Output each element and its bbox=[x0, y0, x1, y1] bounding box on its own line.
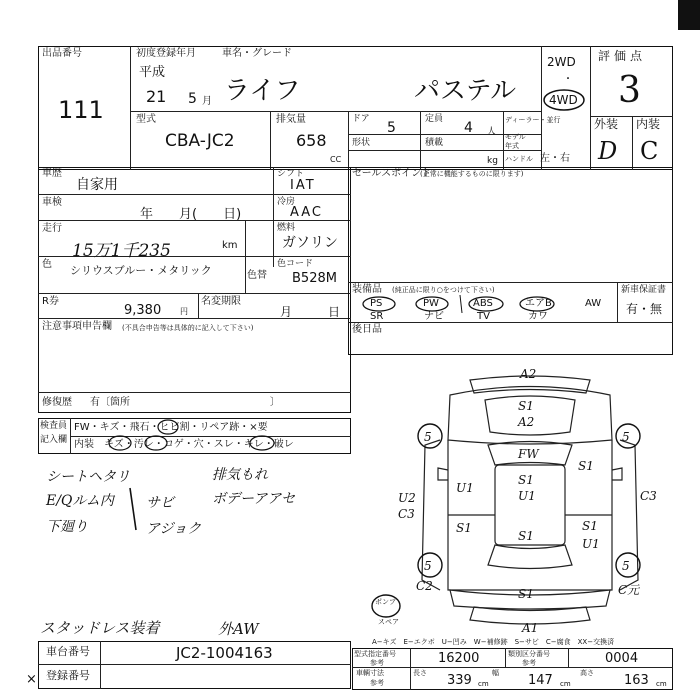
color-code: B528M bbox=[292, 271, 337, 286]
pump-label: ポンプ bbox=[375, 598, 396, 606]
doors-label: ドア bbox=[352, 114, 370, 124]
mark-right-c3: C3 bbox=[640, 489, 657, 503]
spare-label: スペア bbox=[378, 618, 399, 626]
mark-left-c2: C2 bbox=[416, 579, 433, 593]
size-label: 車輌寸法 bbox=[356, 669, 384, 677]
equip-label: 装備品 bbox=[352, 284, 382, 295]
history-value: 自家用 bbox=[76, 177, 118, 193]
mileage-label: 走行 bbox=[42, 223, 62, 234]
inspection-label: 車検 bbox=[42, 197, 62, 208]
vin-label: 車台番号 bbox=[46, 645, 90, 658]
note-ajoku: アジョク bbox=[146, 521, 202, 537]
type-no-sub: 参考 bbox=[370, 659, 384, 667]
drive-separator: ・ bbox=[563, 74, 573, 85]
km-unit: km bbox=[222, 240, 238, 251]
equip-airbag: エアB bbox=[525, 298, 552, 309]
ac-value: AAC bbox=[290, 205, 323, 220]
mark-trunk-s1: S1 bbox=[518, 587, 534, 601]
class-no-value: 0004 bbox=[605, 651, 639, 666]
drive-4wd: 4WD bbox=[549, 93, 578, 107]
warranty-value: 有・無 bbox=[626, 302, 663, 316]
mark-hood-a2: A2 bbox=[518, 415, 535, 429]
height-value: 163 bbox=[624, 673, 649, 688]
length-label: 長さ bbox=[413, 669, 427, 677]
note-body: ボデーアアセ bbox=[212, 491, 296, 507]
name-change-label: 名変期限 bbox=[201, 296, 241, 307]
doors-value: 5 bbox=[387, 120, 396, 136]
x-mark: × bbox=[26, 672, 37, 687]
equip-sr: SR bbox=[370, 311, 384, 322]
sales-point-label: セールスポイント bbox=[352, 168, 432, 179]
equip-tv: TV bbox=[477, 311, 490, 322]
note-eroom: E/Qルム内 bbox=[46, 493, 114, 509]
wheel-fl-mark: 5 bbox=[424, 430, 432, 444]
fuel-label: 燃料 bbox=[277, 223, 296, 233]
mark-left-u1: U1 bbox=[456, 481, 474, 495]
equip-leather: カワ bbox=[528, 311, 548, 322]
equip-abs: ABS bbox=[473, 298, 493, 309]
mark-right-s1: S1 bbox=[578, 459, 594, 473]
history-label: 車歴 bbox=[42, 168, 62, 179]
mark-hood-s1: S1 bbox=[518, 399, 534, 413]
inspector-label-1: 検査員 bbox=[40, 421, 68, 431]
eval-label: 評価点 bbox=[598, 49, 647, 63]
notes-label: 注意事項申告欄 bbox=[42, 321, 112, 332]
note-rust: サビ bbox=[146, 495, 174, 511]
color-label: 色 bbox=[42, 259, 52, 270]
interior-grade: C bbox=[640, 137, 659, 165]
shift-label: シフト bbox=[277, 169, 305, 179]
kg-unit: kg bbox=[487, 156, 498, 166]
sales-point-sub: (正常に機能するものに限ります) bbox=[420, 170, 524, 178]
wheel-fr-mark: 5 bbox=[622, 430, 630, 444]
interior-label: 内装 bbox=[636, 117, 661, 131]
type-no-value: 16200 bbox=[438, 651, 480, 666]
equip-ps: PS bbox=[370, 298, 383, 309]
model-value: CBA-JC2 bbox=[165, 131, 235, 151]
note-under: 下廻り bbox=[46, 519, 88, 535]
note-seat: シートヘタリ bbox=[46, 469, 130, 485]
mark-bumper-rear: A1 bbox=[522, 621, 539, 635]
person-unit: 人 bbox=[487, 127, 497, 137]
name-change-value: 月 日 bbox=[280, 305, 341, 319]
mark-right-s1b: S1 bbox=[582, 519, 598, 533]
capacity-value: 4 bbox=[464, 120, 473, 136]
wheel-rr-mark: 5 bbox=[622, 559, 630, 573]
reg-label: 登録番号 bbox=[46, 669, 90, 682]
shape-label: 形状 bbox=[352, 138, 371, 148]
mark-right-u1: U1 bbox=[582, 537, 600, 551]
mark-left-s1: S1 bbox=[456, 521, 472, 535]
delivery-label: 後日品 bbox=[352, 324, 382, 335]
vin-value: JC2-1004163 bbox=[176, 644, 273, 662]
length-value: 339 bbox=[447, 673, 472, 688]
exterior-grade: D bbox=[598, 137, 618, 165]
class-no-label: 類別区分番号 bbox=[508, 650, 550, 658]
load-label: 積載 bbox=[425, 138, 444, 148]
repair-label: 修復歴 bbox=[42, 397, 72, 408]
handle-value: 左・右 bbox=[540, 153, 570, 164]
mark-right-cgen: C元 bbox=[618, 583, 640, 597]
repair-value: 有〔箇所 〕 bbox=[90, 397, 280, 408]
exterior-label: 外装 bbox=[594, 117, 619, 131]
model-label: 型式 bbox=[136, 114, 156, 125]
height-label: 高さ bbox=[580, 669, 594, 677]
equip-pw: PW bbox=[423, 298, 439, 309]
shift-value: IAT bbox=[290, 178, 316, 193]
type-no-label: 型式指定番号 bbox=[354, 650, 396, 658]
handle-label: ハンドル bbox=[505, 155, 533, 163]
inspector-row-2: 内装 キズ・汚レ・コゲ・穴・スレ・キレ・破レ bbox=[74, 439, 294, 450]
inspector-row-1: FW・キズ・飛石・ヒビ割・リペア跡・×要 bbox=[74, 422, 268, 433]
recycle-value: 9,380 bbox=[124, 303, 162, 318]
ac-label: 冷房 bbox=[277, 197, 296, 207]
dealer-label: ディーラー・並行 bbox=[505, 116, 561, 124]
fuel-value: ガソリン bbox=[282, 235, 338, 251]
mark-windshield: FW bbox=[518, 447, 539, 461]
month-unit: 月 bbox=[202, 96, 212, 107]
mark-bumper-front: A2 bbox=[520, 367, 537, 381]
width-unit: cm bbox=[560, 680, 571, 688]
mark-roof-u1: U1 bbox=[518, 489, 536, 503]
recycle-label: R券 bbox=[42, 296, 59, 307]
name-grade-label: 車名・グレード bbox=[222, 48, 292, 59]
reg-month: 5 bbox=[188, 91, 197, 107]
wheel-rl-mark: 5 bbox=[424, 559, 432, 573]
size-sub: 参考 bbox=[370, 679, 384, 687]
notes-sub: (不具合申告等は具体的に記入して下さい) bbox=[122, 324, 254, 332]
drive-2wd: 2WD bbox=[547, 55, 576, 69]
car-name: ライフ bbox=[224, 76, 301, 106]
equip-sub: (純正品に限り○をつけて下さい) bbox=[392, 286, 495, 294]
warranty-label: 新車保証書 bbox=[621, 285, 667, 295]
cc-unit: CC bbox=[330, 155, 342, 164]
color-value: シリウスブルー・メタリック bbox=[70, 264, 212, 277]
length-unit: cm bbox=[478, 680, 489, 688]
height-unit: cm bbox=[656, 680, 667, 688]
color-code-label: 色コード bbox=[277, 259, 314, 269]
lot-number: 111 bbox=[58, 96, 104, 124]
note-studless: スタッドレス装着 bbox=[40, 619, 160, 637]
mark-left-u2: U2 bbox=[398, 491, 416, 505]
lot-label: 出品番号 bbox=[42, 48, 82, 59]
inspector-label-2: 記入欄 bbox=[40, 435, 68, 445]
mark-rear-s1: S1 bbox=[518, 529, 534, 543]
eval-score: 3 bbox=[618, 70, 641, 111]
displacement-value: 658 bbox=[296, 131, 327, 150]
inspection-value: 年 月( 日) bbox=[140, 207, 242, 222]
yen-unit: 円 bbox=[180, 307, 188, 316]
note-aw: 外AW bbox=[218, 620, 259, 638]
capacity-label: 定員 bbox=[425, 114, 444, 124]
displacement-label: 排気量 bbox=[276, 114, 306, 125]
equip-navi: ナビ bbox=[424, 311, 444, 322]
width-value: 147 bbox=[528, 673, 553, 688]
reg-year: 21 bbox=[146, 87, 167, 106]
color-change-label: 色替 bbox=[247, 270, 267, 281]
note-exhaust: 排気もれ bbox=[212, 467, 268, 483]
equip-aw: AW bbox=[585, 298, 602, 309]
mileage-value: 15万1千235 bbox=[72, 241, 171, 261]
model-year-label: モデル年式 bbox=[505, 133, 526, 150]
first-reg-label: 初度登録年月 bbox=[136, 48, 196, 59]
mark-left-c3: C3 bbox=[398, 507, 415, 521]
diagram-legend: A−キズ E−エクボ U−凹み W−補修跡 S−サビ C−腐食 XX−交換済 bbox=[372, 638, 615, 646]
mark-roof-s1: S1 bbox=[518, 473, 534, 487]
grade: パステル bbox=[414, 76, 517, 106]
class-no-sub: 参考 bbox=[522, 659, 536, 667]
era: 平成 bbox=[139, 65, 166, 80]
width-label: 幅 bbox=[492, 669, 499, 677]
